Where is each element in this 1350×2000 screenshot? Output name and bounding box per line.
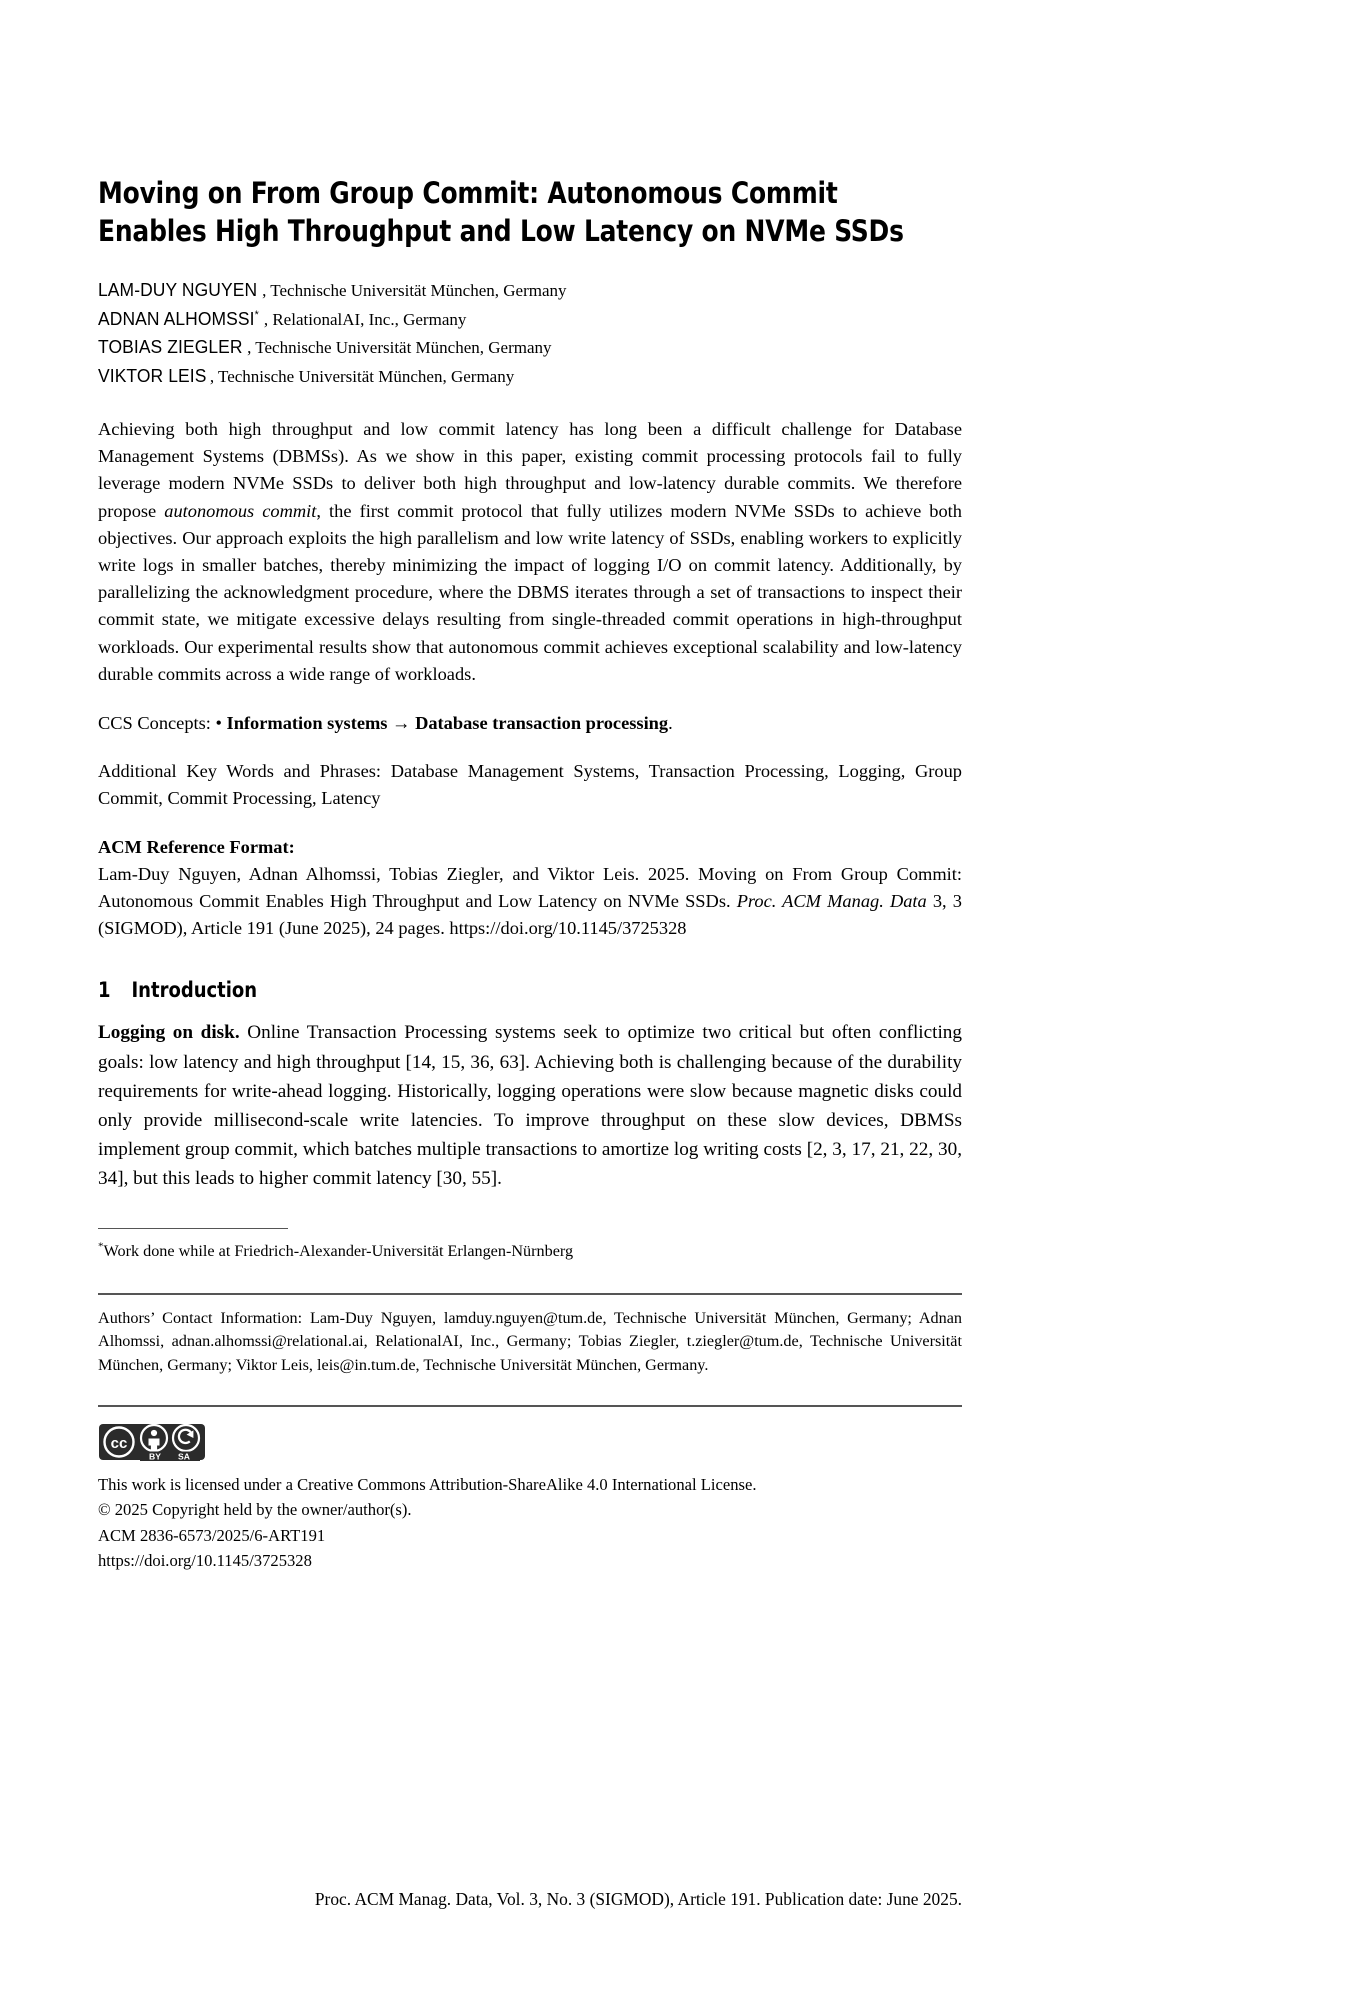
abstract-part-1: Achieving both high throughput and low commit latency has long been a difficult challenge for Database Management Systems (DBMSs). As we show in this paper, existing commit processing protocols fail to fully leverage modern NVMe SSDs to deliver both high throughput and low-latency durable commits. We therefore propose (98, 419, 962, 521)
keywords: Additional Key Words and Phrases: Database Management Systems, Transaction Processing, Logging, Group Commit, Commit Processing, Latency (98, 761, 962, 809)
abstract-emphasis: autonomous commit (164, 500, 317, 521)
author-row (98, 363, 962, 392)
author-name-text: ADNAN ALHOMSSI (98, 308, 255, 329)
cc-by-label: BY (149, 1451, 161, 1461)
ccs-category: Information systems (226, 713, 388, 734)
ccs-concept: Database transaction processing (415, 713, 669, 734)
footnote-marker: * (98, 1240, 104, 1253)
author-row (98, 277, 962, 306)
creative-commons-badge[interactable] (98, 1423, 206, 1461)
author-list (98, 277, 962, 391)
footnote-text: Work done while at Friedrich-Alexander-Universität Erlangen-Nürnberg (103, 1242, 574, 1261)
acm-reference-heading: ACM Reference Format: (98, 836, 295, 857)
author-affiliation: , RelationalAI, Inc., Germany (263, 309, 467, 329)
author-row (98, 306, 962, 335)
ccs-label: CCS Concepts: • (98, 713, 227, 734)
author-name (98, 277, 257, 305)
section-title: Introduction (131, 978, 258, 1004)
contact-divider-top (98, 1293, 962, 1295)
introduction-paragraph (98, 1018, 962, 1193)
license-line-1: This work is licensed under a Creative Commons Attribution-ShareAlike 4.0 International License. (98, 1474, 757, 1494)
contact-divider-bottom (98, 1405, 962, 1407)
license-line-3: ACM 2836-6573/2025/6-ART191 (98, 1525, 326, 1545)
section-heading-introduction (98, 978, 902, 1004)
ccs-concepts (98, 710, 962, 737)
author-affiliation: , Technische Universität München, Germany (262, 281, 567, 300)
section-number: 1 (98, 978, 111, 1004)
ccs-arrow: → (387, 713, 416, 734)
abstract (98, 416, 962, 688)
license-doi-link[interactable]: https://doi.org/10.1145/3725328 (98, 1551, 312, 1571)
page-title (98, 0, 910, 250)
page-content (98, 0, 962, 1574)
author-affiliation: , Technische Universität München, Germany (209, 366, 515, 386)
author-footnote-marker: * (254, 308, 259, 321)
acm-reference-journal: Proc. ACM Manag. Data (736, 891, 927, 912)
cc-by-sa-icon (98, 1423, 206, 1461)
license-line-2: © 2025 Copyright held by the owner/author(s). (98, 1500, 412, 1520)
author-name-text: LAM-DUY NGUYEN (98, 280, 258, 300)
footnote (98, 1240, 962, 1263)
author-name-text: TOBIAS ZIEGLER (98, 337, 243, 357)
authors-contact-information: Authors’ Contact Information: Lam-Duy Nguyen, lamduy.nguyen@tum.de, Technische Universität München, Germany; Adnan Alhomssi, adnan.alhomssi@relational.ai, RelationalAI, Inc., Germany; Tobias Ziegler, t.ziegler@tum.de, Technische Universität München, Germany; Viktor Leis, leis@in.tum.de, Technische Universität München, Germany. (98, 1308, 962, 1374)
author-name (98, 306, 259, 334)
license-block (98, 1472, 962, 1574)
svg-text:cc: cc (110, 1434, 128, 1452)
acm-reference-format (98, 834, 962, 943)
title-line-2: Enables High Throughput and Low Latency on NVMe SSDs (98, 214, 904, 248)
abstract-part-2: , the first commit protocol that fully utilizes modern NVMe SSDs to achieve both objectives. Our approach exploits the high parallelism and low write latency of SSDs, enabling workers to explicitly write logs in smaller batches, thereby minimizing the impact of logging I/O on commit latency. Additionally, by parallelizing the acknowledgment procedure, where the DBMS iterates through a set of transactions to inspect their commit state, we mitigate excessive delays resulting from single-threaded commit operations in high-throughput workloads. Our experimental results show that autonomous commit achieves exceptional scalability and low-latency durable commits across a wide range of workloads. (98, 500, 962, 684)
author-name (98, 363, 206, 391)
author-row (98, 334, 962, 363)
ccs-period: . (668, 713, 673, 734)
acm-reference-part-2: 3, 3 (SIGMOD), Article 191 (June 2025), 24 pages. https://doi.org/10.1145/3725328 (98, 891, 962, 939)
cc-sa-label: SA (178, 1451, 190, 1461)
acm-reference-part-1: Lam-Duy Nguyen, Adnan Alhomssi, Tobias Ziegler, and Viktor Leis. 2025. Moving on From Group Commit: Autonomous Commit Enables High Throughput and Low Latency on NVMe SSDs. (98, 863, 962, 912)
paragraph-body: Online Transaction Processing systems seek to optimize two critical but often conflicting goals: low latency and high throughput [14, 15, 36, 63]. Achieving both is challenging because of the durability requirements for write-ahead logging. Historically, logging operations were slow because magnetic disks could only provide millisecond-scale write latencies. To improve throughput on these slow devices, DBMSs implement group commit, which batches multiple transactions to amortize log writing costs [2, 3, 17, 21, 22, 30, 34], but this leads to higher commit latency [30, 55]. (98, 1022, 962, 1190)
title-line-1: Moving on From Group Commit: Autonomous Commit (98, 176, 838, 210)
footnote-divider (98, 1228, 288, 1230)
author-name (98, 334, 243, 362)
author-affiliation: , Technische Universität München, Germany (247, 338, 552, 357)
paragraph-lead-in: Logging on disk. (98, 1022, 240, 1044)
page-footer: Proc. ACM Manag. Data, Vol. 3, No. 3 (SIGMOD), Article 191. Publication date: June 2025. (314, 1889, 962, 1909)
author-name-text: VIKTOR LEIS (98, 365, 207, 386)
